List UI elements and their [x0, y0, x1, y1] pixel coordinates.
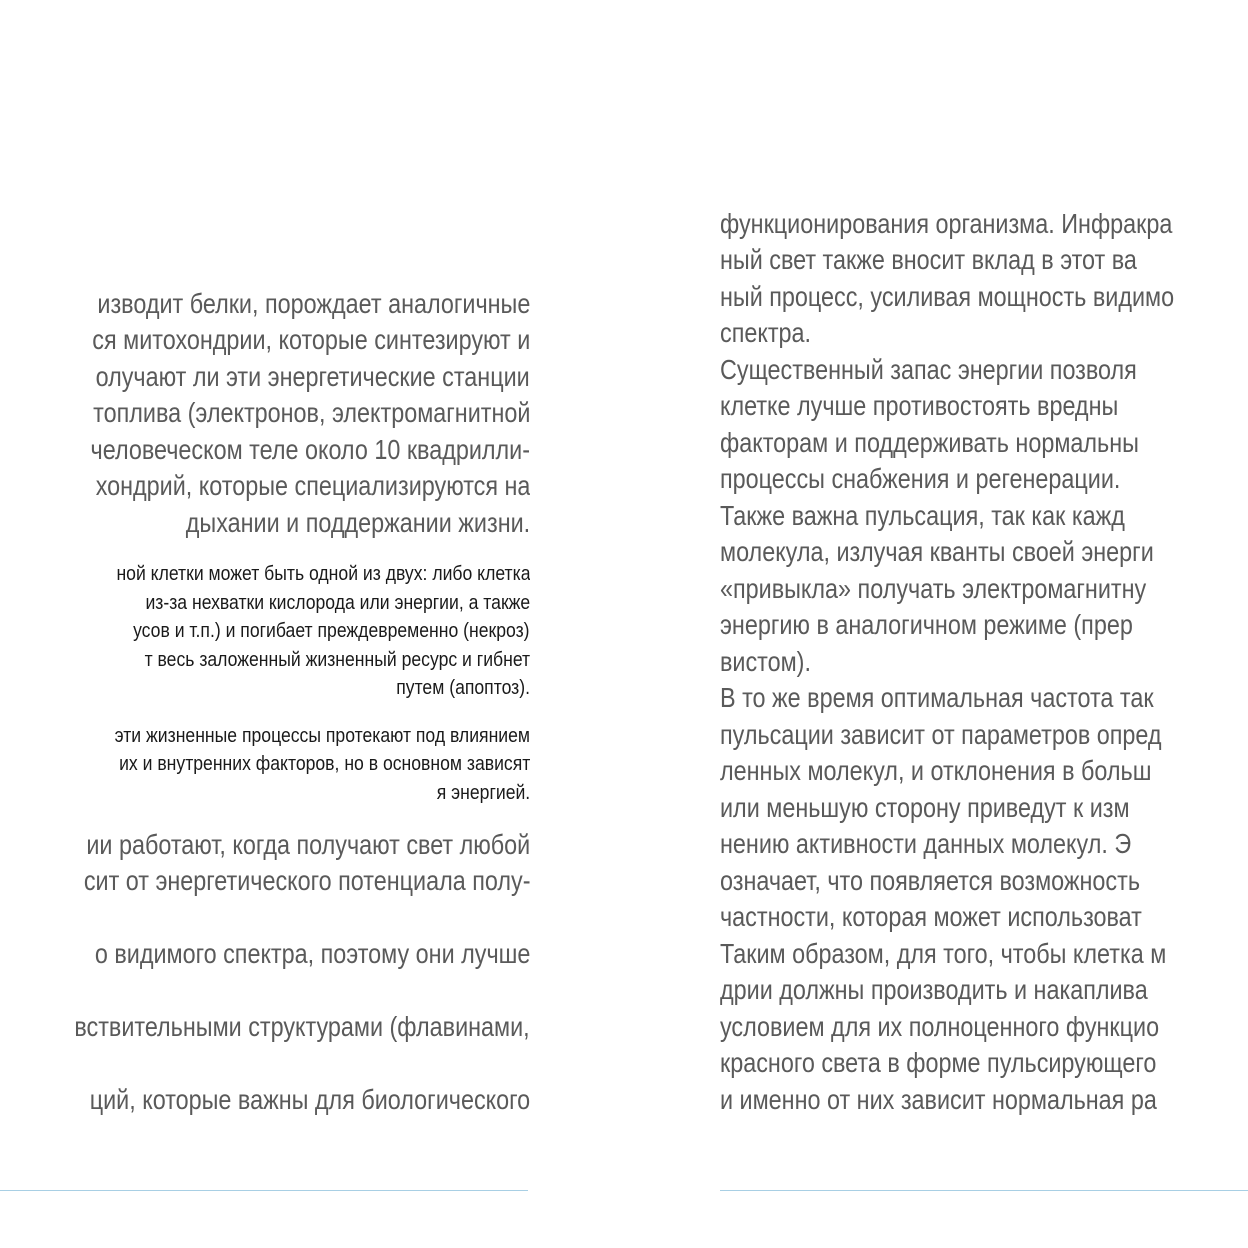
note-line: путем (апоптоз).: [396, 677, 530, 699]
text-line: спектра.: [720, 317, 812, 348]
text-line: топлива (электронов, электромагнитной: [92, 397, 530, 428]
text-line: красного света в форме пульсирующего: [720, 1047, 1157, 1078]
note-line: их и внутренних факторов, но в основном зависят: [118, 753, 530, 775]
text-line: означает, что появляется возможность: [720, 865, 1141, 896]
text-line: изводит белки, порождает аналогичные: [97, 288, 530, 319]
text-line: ций, которые важны для биологического: [89, 1084, 530, 1115]
note-line: т весь заложенный жизненный ресурс и гибнет: [144, 649, 530, 671]
text-line: В то же время оптимальная частота так: [720, 682, 1154, 713]
left-text-column: [0, 280, 530, 1130]
text-line: вствительными структурами (флавинами,: [74, 1011, 530, 1042]
text-line: клетке лучше противостоять вредны: [720, 390, 1119, 421]
text-line: человеческом теле около 10 квадрилли-: [90, 434, 530, 465]
text-line: вистом).: [720, 646, 811, 677]
note-line: из-за нехватки кислорода или энергии, а также: [145, 592, 530, 614]
text-line: сит от энергетического потенциала полу-: [83, 865, 530, 896]
text-line: энергию в аналогичном режиме (прер: [720, 609, 1133, 640]
text-line: Также важна пульсация, так как кажд: [720, 500, 1125, 531]
text-line: дыхании и поддержании жизни.: [185, 507, 530, 538]
left-divider: [0, 1190, 528, 1191]
text-line: молекула, излучая кванты своей энерги: [720, 536, 1154, 567]
text-line: ии работают, когда получают свет любой: [86, 829, 530, 860]
text-line: Существенный запас энергии позволя: [720, 354, 1137, 385]
text-line: хондрий, которые специализируются на: [95, 470, 530, 501]
text-line: ный свет также вносит вклад в этот ва: [720, 244, 1137, 275]
text-line: факторам и поддерживать нормальны: [720, 427, 1139, 458]
text-line: Таким образом, для того, чтобы клетка м: [720, 938, 1167, 969]
note-line: эти жизненные процессы протекают под влиянием: [114, 725, 530, 747]
text-line: функционирования организма. Инфракра: [720, 208, 1173, 239]
text-line: процессы снабжения и регенерации.: [720, 463, 1121, 494]
text-line: дрии должны производить и накаплива: [720, 974, 1148, 1005]
text-line: нению активности данных молекул. Э: [720, 828, 1132, 859]
right-divider: [720, 1190, 1248, 1191]
text-line: условием для их полноценного функцио: [720, 1011, 1160, 1042]
text-line: частности, которая может использоват: [720, 901, 1142, 932]
text-line: и именно от них зависит нормальная ра: [720, 1084, 1157, 1115]
right-text-column: [720, 200, 1248, 1130]
text-line: ленных молекул, и отклонения в больш: [720, 755, 1152, 786]
text-line: о видимого спектра, поэтому они лучше: [94, 938, 530, 969]
text-line: или меньшую сторону приведут к изм: [720, 792, 1130, 823]
text-line: ный процесс, усиливая мощность видимо: [720, 281, 1175, 312]
note-line: ной клетки может быть одной из двух: либо клетка: [115, 563, 530, 585]
note-line: усов и т.п.) и погибает преждевременно (некроз): [133, 620, 530, 642]
text-line: ся митохондрии, которые синтезируют и: [91, 324, 530, 355]
text-line: олучают ли эти энергетические станции: [95, 361, 530, 392]
text-line: «привыкла» получать электромагнитну: [720, 573, 1147, 604]
text-line: пульсации зависит от параметров опред: [720, 719, 1162, 750]
note-line: я энергией.: [436, 782, 530, 804]
